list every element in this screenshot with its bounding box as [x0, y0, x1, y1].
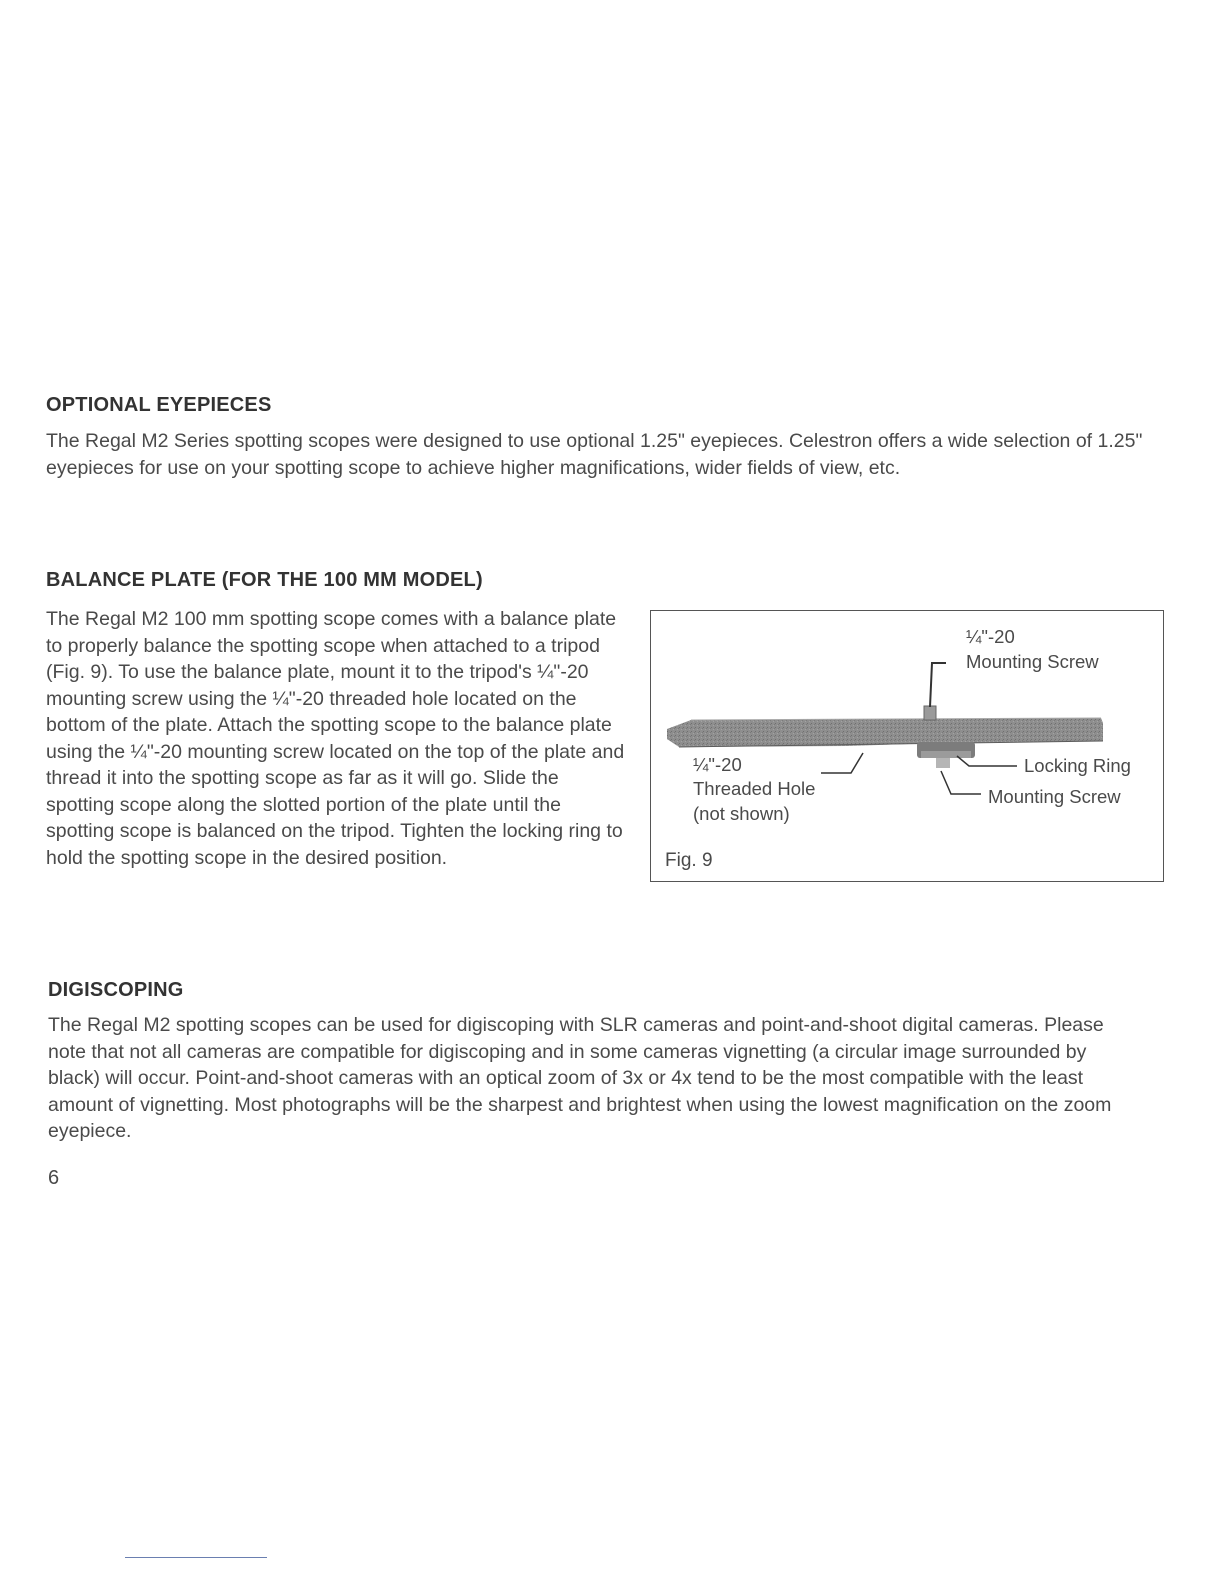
figure-9-balance-plate	[650, 610, 1164, 882]
label-bottom-mounting-screw: Mounting Screw	[988, 786, 1121, 807]
leader-top-mounting-screw	[930, 663, 946, 707]
section-body-balance-plate: The Regal M2 100 mm spotting scope comes with a balance plate to properly balance the spotting scope when attached to a tripod (Fig. 9). To use the balance plate, mount it to the tripod's ¼"-20 mounting screw using the ¼"-20 threaded hole located on the bottom of the plate. Attach the spotting scope to the balance plate using the ¼"-20 mounting screw located on the top of the plate and thread it into the spotting scope as far as it will go. Slide the spotting scope along the slotted portion of the plate until the spotting scope is balanced on the tripod. Tighten the locking ring to hold the spotting scope in the desired position.	[46, 608, 625, 869]
section-heading-balance-plate: BALANCE PLATE (FOR THE 100 MM MODEL)	[46, 569, 483, 591]
footer-rule	[125, 1557, 267, 1558]
leader-threaded-hole	[821, 753, 863, 773]
section-body-optional-eyepieces: The Regal M2 Series spotting scopes were designed to use optional 1.25" eyepieces. Celestron offers a wide selection of 1.25" eyepieces for use on your spotting scope to achieve higher magnifications, wider fields of view, etc.	[46, 430, 1143, 479]
figure-caption: Fig. 9	[665, 850, 713, 871]
balance-plate-shape	[667, 718, 1103, 747]
section-body-digiscoping: The Regal M2 spotting scopes can be used for digiscoping with SLR cameras and point-and-shoot digital cameras. Please note that not all cameras are compatible for digiscoping and in some cameras vignetting (a circular image surrounded by black) will occur. Point-and-shoot cameras with an optical zoom of 3x or 4x tend to be the most compatible with the least amount of vignetting. Most photographs will be the sharpest and brightest when using the lowest magnification on the zoom eyepiece.	[48, 1014, 1112, 1142]
bottom-mounting-screw-shape	[936, 758, 950, 768]
label-locking-ring: Locking Ring	[1024, 755, 1131, 776]
page-number: 6	[48, 1167, 60, 1189]
section-heading-digiscoping: DIGISCOPING	[48, 979, 184, 1001]
label-top-screw-size: ¼"-20	[966, 626, 1015, 647]
section-heading-optional-eyepieces: OPTIONAL EYEPIECES	[46, 394, 272, 416]
label-top-mounting-screw: Mounting Screw	[966, 651, 1099, 672]
label-not-shown: (not shown)	[693, 803, 790, 824]
label-threaded-hole: Threaded Hole	[693, 778, 816, 799]
leader-bottom-mounting-screw	[941, 771, 981, 794]
label-threaded-hole-size: ¼"-20	[693, 754, 742, 775]
locking-ring-knurl	[921, 751, 971, 758]
top-mounting-screw-shape	[924, 706, 936, 720]
